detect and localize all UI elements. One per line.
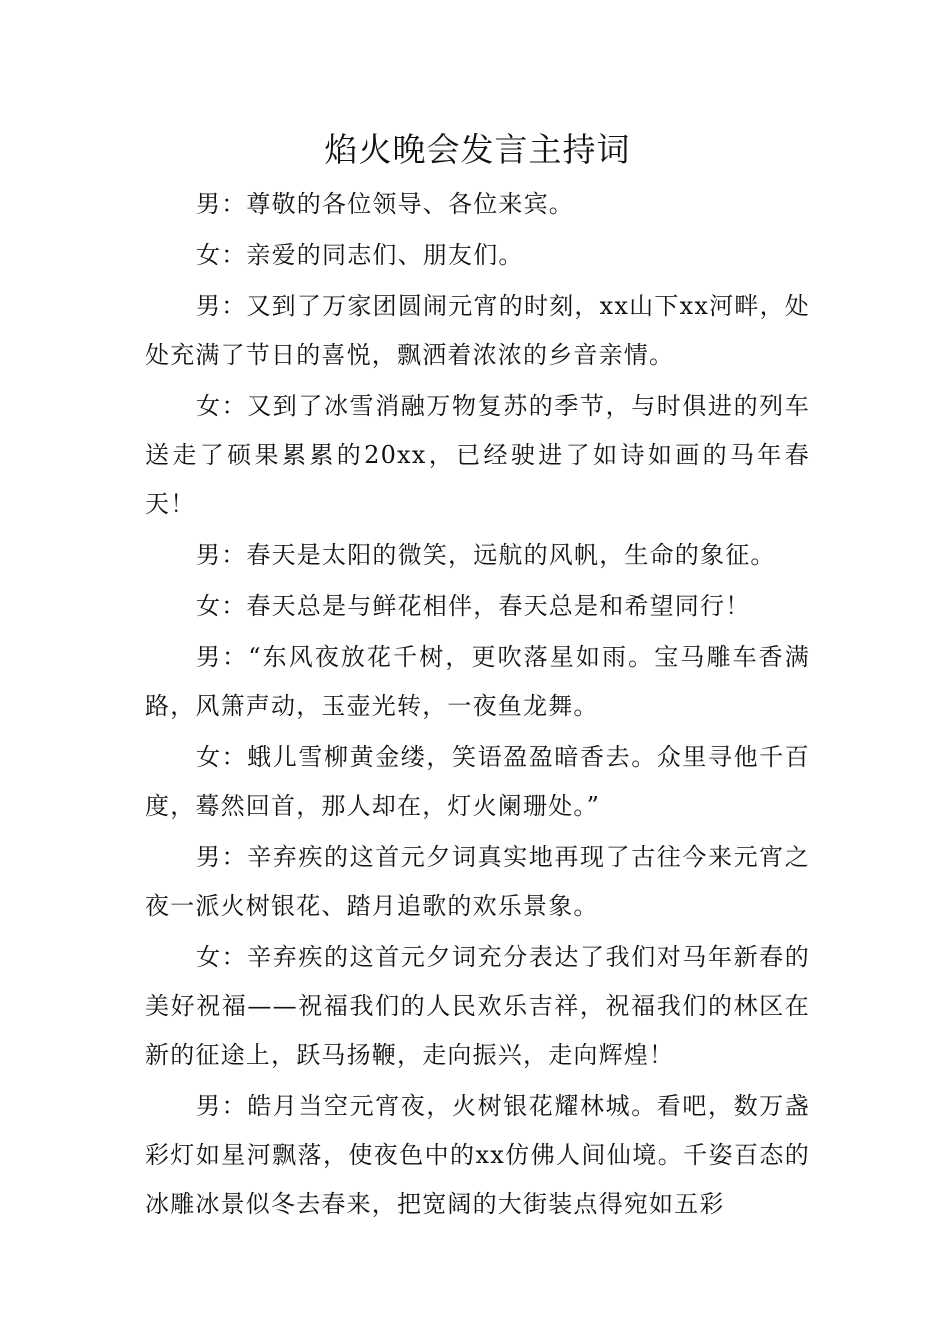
paragraph-7: 男：“东风夜放花千树，更吹落星如雨。宝马雕车香满路，风箫声动，玉壶光转，一夜鱼龙舞。 <box>145 643 810 720</box>
paragraph-1: 男：尊敬的各位领导、各位来宾。 <box>196 190 574 218</box>
paragraph-3: 男：又到了万家团圆闹元宵的时刻，xx山下xx河畔，处处充满了节日的喜悦，飘洒着浓浓的乡音亲情。 <box>145 292 810 369</box>
paragraph-11: 男：皓月当空元宵夜，火树银花耀林城。看吧，数万盏彩灯如星河飘落，使夜色中的xx仿佛人间仙境。千姿百态的冰雕冰景似冬去春来，把宽阔的大街装点得宛如五彩 <box>145 1092 810 1218</box>
paragraph-6: 女：春天总是与鲜花相伴，春天总是和希望同行！ <box>196 592 751 620</box>
document-page <box>145 120 810 1229</box>
paragraph-5: 男：春天是太阳的微笑，远航的风帆，生命的象征。 <box>196 541 776 569</box>
paragraph-8: 女：蛾儿雪柳黄金缕，笑语盈盈暗香去。众里寻他千百度，蓦然回首，那人却在，灯火阑珊处。” <box>145 743 810 820</box>
paragraph-9: 男：辛弃疾的这首元夕词真实地再现了古往今来元宵之夜一派火树银花、踏月追歌的欢乐景象。 <box>145 843 810 920</box>
paragraph-4: 女：又到了冰雪消融万物复苏的季节，与时俱进的列车送走了硕果累累的20xx，已经驶进了如诗如画的马年春天！ <box>145 392 810 518</box>
paragraph-10: 女：辛弃疾的这首元夕词充分表达了我们对马年新春的美好祝福——祝福我们的人民欢乐吉祥，祝福我们的林区在新的征途上，跃马扬鞭，走向振兴，走向辉煌！ <box>145 943 810 1069</box>
paragraph-2: 女：亲爱的同志们、朋友们。 <box>196 241 524 269</box>
document-title: 焰火晚会发言主持词 <box>324 130 631 169</box>
